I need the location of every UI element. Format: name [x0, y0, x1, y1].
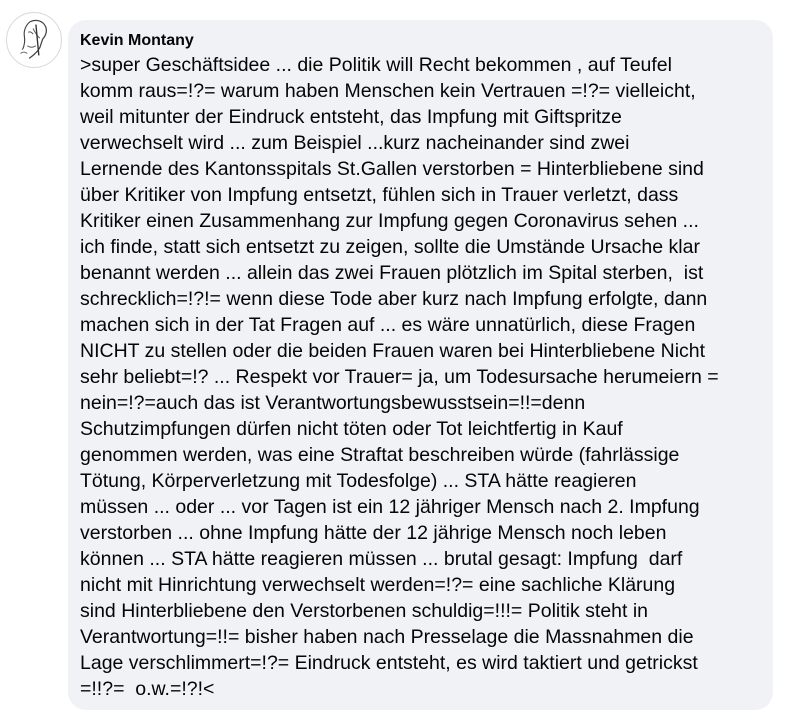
- comment-line: nicht mit Hinrichtung verwechselt werden=!?= eine sachliche Klärung: [80, 574, 676, 596]
- comment-body: [80, 52, 761, 702]
- comment-line: weil mitunter der Eindruck entsteht, das Impfung mit Giftspritze: [80, 106, 622, 128]
- comment-line: können ... STA hätte reagieren müssen ... brutal gesagt: Impfung darf: [80, 548, 683, 570]
- comment-line: machen sich in der Tat Fragen auf ... es wäre unnatürlich, diese Fragen: [80, 314, 696, 336]
- comment-line: NICHT zu stellen oder die beiden Frauen waren bei Hinterbliebene Nicht: [80, 340, 706, 362]
- comment-line: sehr beliebt=!? ... Respekt vor Trauer= ja, um Todesursache herumeiern =: [80, 366, 719, 388]
- comment-author[interactable]: Kevin Montany: [80, 32, 194, 49]
- comment-line: verstorben ... ohne Impfung hätte der 12 jährige Mensch noch leben: [80, 522, 667, 544]
- comment-line: ich finde, statt sich entsetzt zu zeigen, sollte die Umstände Ursache klar: [80, 236, 700, 258]
- comment-bubble: [68, 20, 773, 710]
- avatar[interactable]: [6, 12, 62, 68]
- comment-line: komm raus=!?= warum haben Menschen kein Vertrauen =!?= vielleicht,: [80, 80, 696, 102]
- comment-line: Schutzimpfungen dürfen nicht töten oder Tot leichtfertig in Kauf: [80, 418, 623, 440]
- comment-line: =!!?= o.w.=!?!<: [80, 678, 215, 700]
- sketch-face-avatar-icon: [7, 13, 61, 67]
- comment-line: Kritiker einen Zusammenhang zur Impfung gegen Coronavirus sehen ...: [80, 210, 699, 232]
- comment-line: Lernende des Kantonsspitals St.Gallen verstorben = Hinterbliebene sind: [80, 158, 704, 180]
- comment-line: Verantwortung=!!= bisher haben nach Presselage die Massnahmen die: [80, 626, 694, 648]
- comment-line: benannt werden ... allein das zwei Frauen plötzlich im Spital sterben, ist: [80, 262, 704, 284]
- comment-line: schrecklich=!?!= wenn diese Tode aber kurz nach Impfung erfolgte, dann: [80, 288, 708, 310]
- comment-line: sind Hinterbliebene den Verstorbenen schuldig=!!!= Politik steht in: [80, 600, 649, 622]
- comment-line: Tötung, Körperverletzung mit Todesfolge) ... STA hätte reagieren: [80, 470, 637, 492]
- comment-line: müssen ... oder ... vor Tagen ist ein 12 jähriger Mensch nach 2. Impfung: [80, 496, 700, 518]
- comment-line: verwechselt wird ... zum Beispiel ...kurz nacheinander sind zwei: [80, 132, 630, 154]
- comment-line: Lage verschlimmert=!?= Eindruck entsteht, es wird taktiert und getrickst: [80, 652, 698, 674]
- comment-line: >super Geschäftsidee ... die Politik will Recht bekommen , auf Teufel: [80, 54, 672, 76]
- comment-line: nein=!?=auch das ist Verantwortungsbewusstsein=!!=denn: [80, 392, 586, 414]
- comment-line: genommen werden, was eine Straftat beschreiben würde (fahrlässige: [80, 444, 680, 466]
- comment-line: über Kritiker von Impfung entsetzt, fühlen sich in Trauer verletzt, dass: [80, 184, 679, 206]
